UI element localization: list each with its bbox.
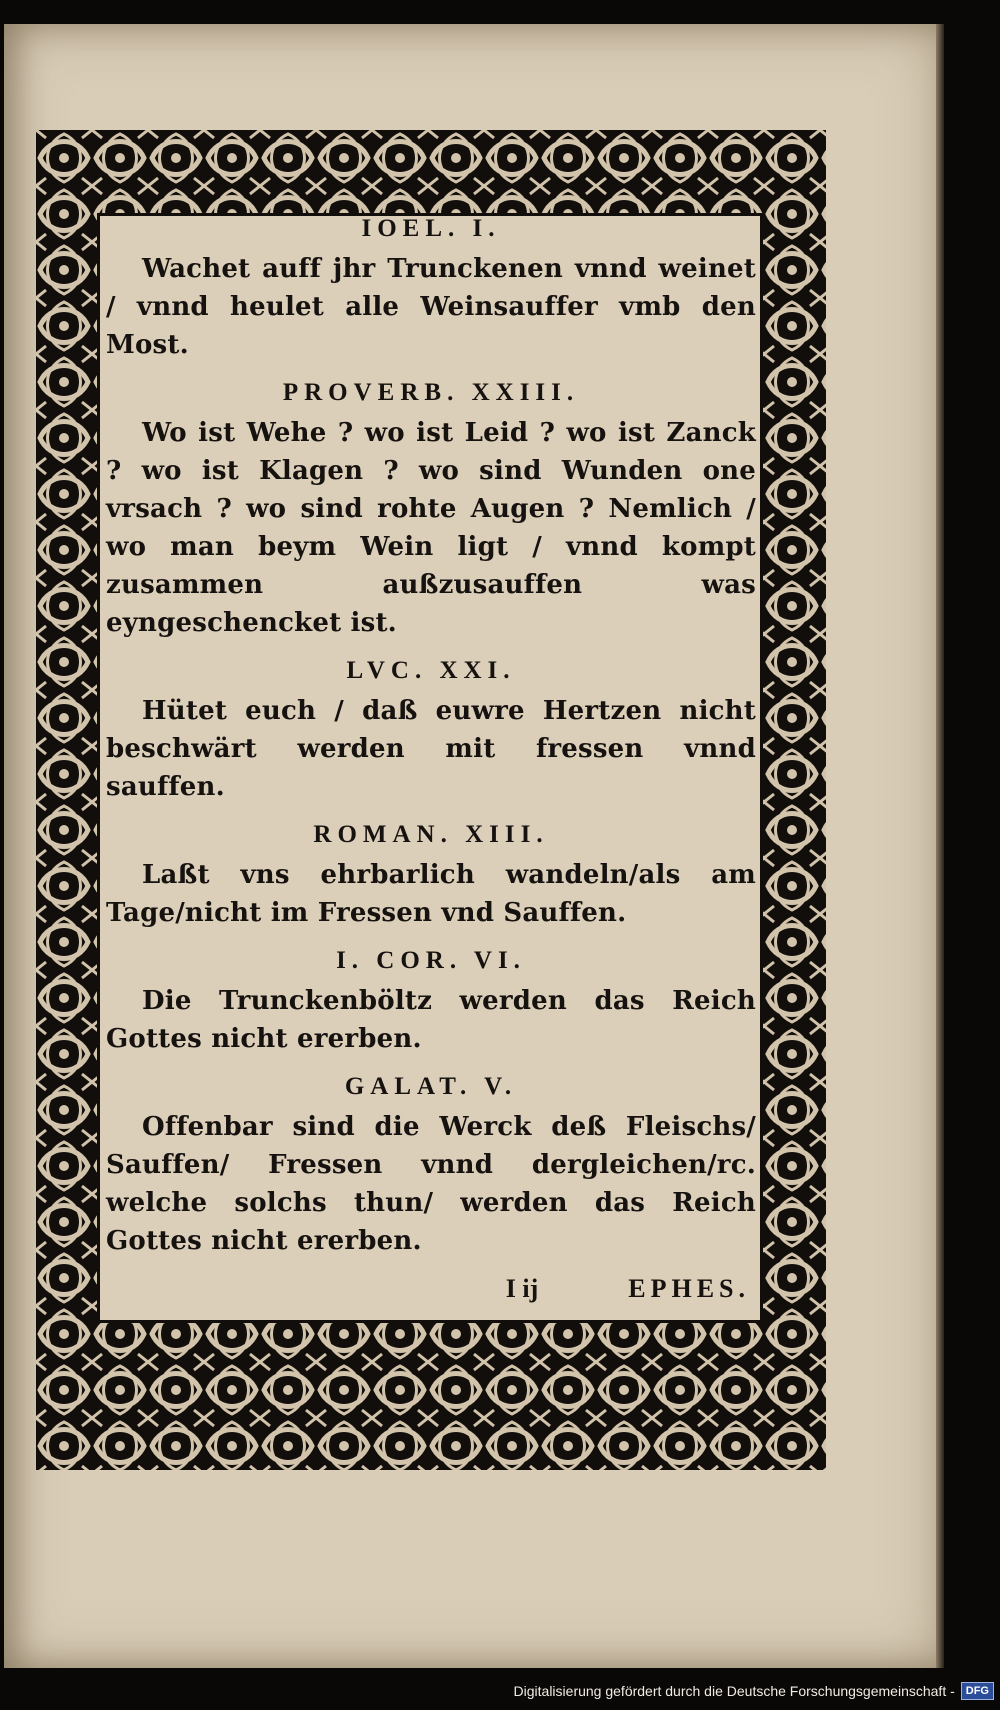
catchword: EPHES.	[628, 1274, 750, 1303]
page-text	[106, 210, 756, 1308]
section-heading: PROVERB. XXIII.	[282, 379, 580, 406]
section-text: Wachet auff jhr Trunckenen vnnd weinet / vnnd heulet alle Weinsauffer vmb den Most.	[106, 254, 756, 360]
dfg-logo: DFG	[961, 1682, 994, 1700]
section-text: Offenbar sind die Werck deß Fleischs/ Sauffen/ Fressen vnnd dergleichen/rc. welche solchs thun/ werden das Reich Gottes nicht ererben.	[106, 1112, 756, 1256]
section-text: Laßt vns ehrbarlich wandeln/als am Tage/nicht im Fressen vnd Sauffen.	[106, 860, 756, 928]
section-text: Wo ist Wehe ? wo ist Leid ? wo ist Zanck ? wo ist Klagen ? wo sind Wunden one vrsach ? wo sind rohte Augen ? Nemlich / wo man beym Wein ligt / vnnd kompt zusammen außzusauffen was eyngeschencket ist.	[106, 418, 756, 638]
page-footer	[106, 1270, 756, 1308]
page-edge	[936, 24, 944, 1668]
section-heading: GALAT. V.	[344, 1073, 518, 1100]
section-heading: ROMAN. XIII.	[313, 821, 549, 848]
section-heading: IOEL. I.	[361, 215, 501, 242]
section-text: Hütet euch / daß euwre Hertzen nicht beschwärt werden mit fressen vnnd sauffen.	[106, 696, 756, 802]
credit-text: Digitalisierung gefördert durch die Deutsche Forschungsgemeinschaft -	[513, 1683, 955, 1699]
section-heading: LVC. XXI.	[346, 657, 516, 684]
section-text: Die Trunckenböltz werden das Reich Gottes nicht ererben.	[106, 986, 756, 1054]
digitization-credit	[514, 1680, 994, 1702]
section-heading: I. COR. VI.	[336, 947, 526, 974]
signature-mark: I ij	[505, 1274, 539, 1303]
